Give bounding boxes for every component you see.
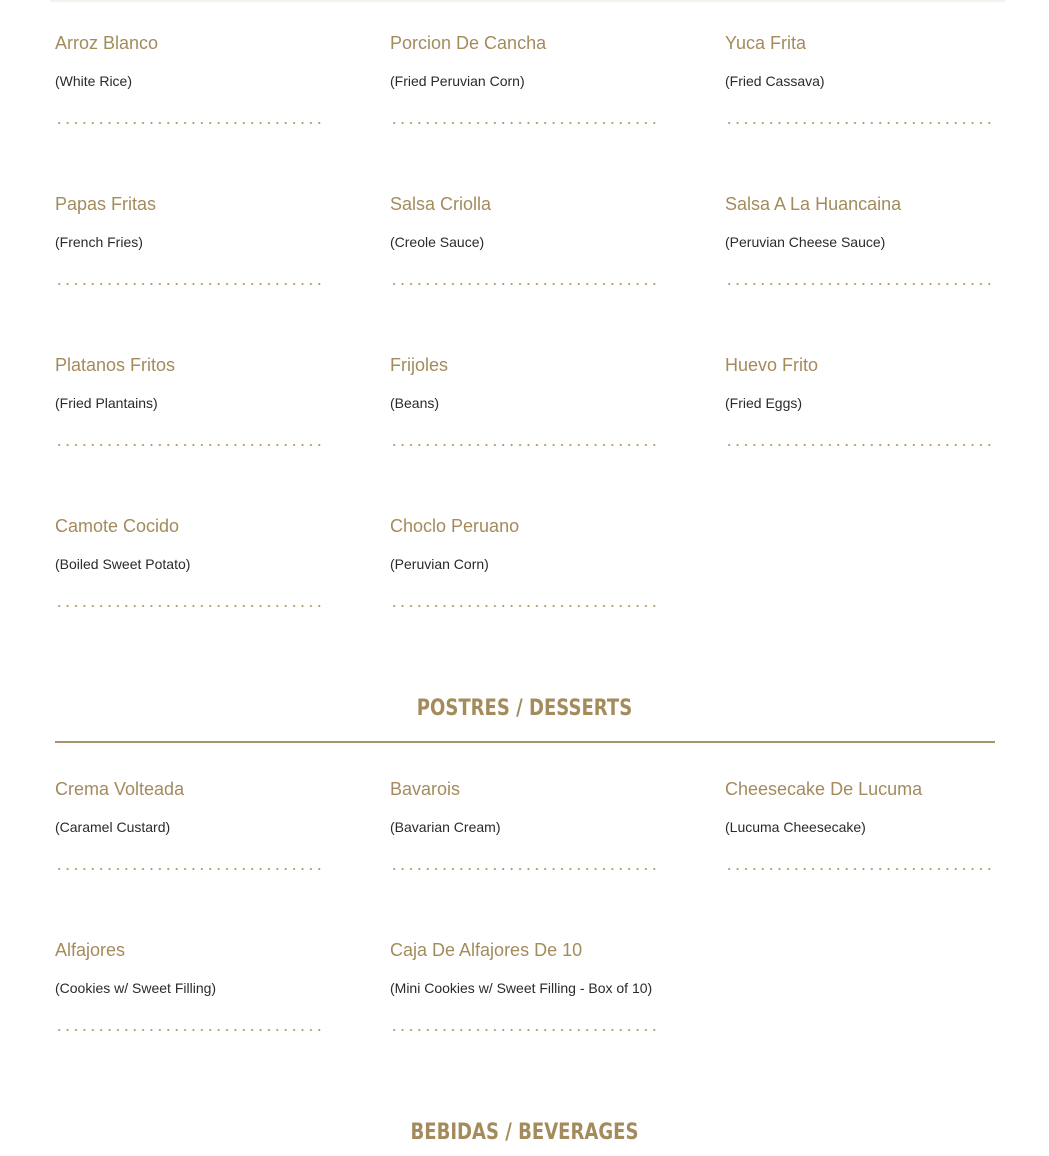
item-description: (French Fries): [55, 234, 143, 250]
dotted-leader: [390, 604, 660, 608]
dotted-leader: [390, 867, 660, 871]
item-description: (Fried Plantains): [55, 395, 158, 411]
item-name: Bavarois: [390, 779, 461, 799]
item-name: Choclo Peruano: [390, 516, 520, 536]
section-title-desserts: POSTRES / DESSERTS: [416, 696, 633, 721]
item-name: Porcion De Cancha: [390, 33, 547, 53]
dotted-leader: [55, 867, 325, 871]
dotted-leader: [390, 1028, 660, 1032]
item-name: Crema Volteada: [55, 779, 185, 799]
dotted-leader: [725, 867, 995, 871]
item-description: (Fried Peruvian Corn): [390, 73, 525, 89]
item-description: (Mini Cookies w/ Sweet Filling - Box of 10): [390, 980, 653, 996]
dotted-leader: [55, 121, 325, 125]
item-description: (Caramel Custard): [55, 819, 171, 835]
item-name: Alfajores: [55, 940, 126, 960]
item-description: (White Rice): [55, 73, 133, 89]
dotted-leader: [725, 121, 995, 125]
item-description: (Lucuma Cheesecake): [725, 819, 866, 835]
item-name: Frijoles: [390, 355, 449, 375]
item-description: (Fried Eggs): [725, 395, 803, 411]
item-description: (Beans): [390, 395, 440, 411]
dotted-leader: [390, 282, 660, 286]
section-title-beverages: BEBIDAS / BEVERAGES: [410, 1120, 639, 1145]
item-name: Arroz Blanco: [55, 33, 159, 53]
dotted-leader: [390, 443, 660, 447]
item-name: Papas Fritas: [55, 194, 157, 214]
item-description: (Creole Sauce): [390, 234, 485, 250]
item-description: (Boiled Sweet Potato): [55, 556, 191, 572]
item-name: Cheesecake De Lucuma: [725, 779, 923, 799]
dotted-leader: [55, 443, 325, 447]
dotted-leader: [55, 604, 325, 608]
item-name: Yuca Frita: [725, 33, 807, 53]
dotted-leader: [725, 443, 995, 447]
dotted-leader: [725, 282, 995, 286]
item-name: Salsa A La Huancaina: [725, 194, 902, 214]
item-description: (Peruvian Cheese Sauce): [725, 234, 886, 250]
item-name: Caja De Alfajores De 10: [390, 940, 583, 960]
item-description: (Fried Cassava): [725, 73, 825, 89]
item-name: Huevo Frito: [725, 355, 819, 375]
dotted-leader: [55, 282, 325, 286]
section-divider: [55, 741, 995, 743]
dotted-leader: [55, 1028, 325, 1032]
top-divider: [50, 0, 1005, 3]
item-description: (Bavarian Cream): [390, 819, 501, 835]
item-description: (Peruvian Corn): [390, 556, 489, 572]
item-name: Salsa Criolla: [390, 194, 492, 214]
item-name: Platanos Fritos: [55, 355, 176, 375]
item-description: (Cookies w/ Sweet Filling): [55, 980, 217, 996]
dotted-leader: [390, 121, 660, 125]
item-name: Camote Cocido: [55, 516, 180, 536]
